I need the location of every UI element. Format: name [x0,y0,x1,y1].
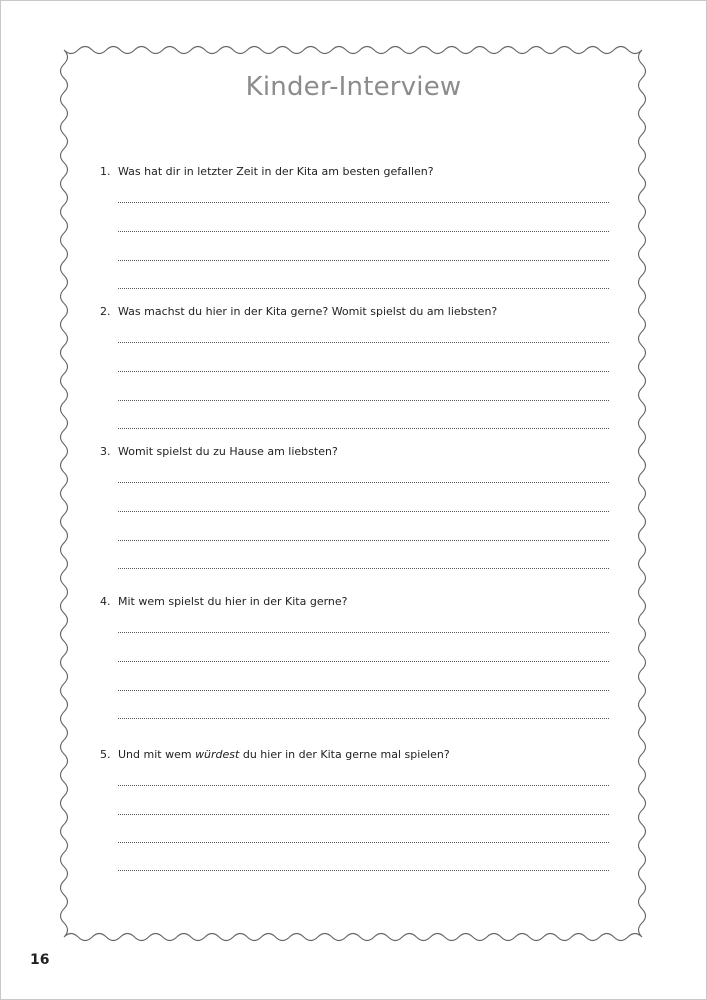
page-number: 16 [30,952,50,968]
answer-line[interactable] [118,842,609,843]
question-5 [100,748,610,764]
question-text [118,748,450,761]
answer-line[interactable] [118,202,609,203]
answer-line[interactable] [118,661,609,662]
question-text: Was machst du hier in der Kita gerne? Womit spielst du am liebsten? [118,305,498,318]
question-number: 1. [100,165,111,178]
question-2 [100,305,610,321]
answer-line[interactable] [118,785,609,786]
question-number: 3. [100,445,111,458]
answer-line[interactable] [118,288,609,289]
question-text: Womit spielst du zu Hause am liebsten? [118,445,338,458]
answer-line[interactable] [118,814,609,815]
question-text: Was hat dir in letzter Zeit in der Kita am besten gefallen? [118,165,434,178]
answer-line[interactable] [118,428,609,429]
question-text: Mit wem spielst du hier in der Kita gerne? [118,595,348,608]
question-4 [100,595,610,611]
answer-line[interactable] [118,231,609,232]
answer-line[interactable] [118,342,609,343]
question-text-emphasis: würdest [195,748,240,761]
answer-line[interactable] [118,400,609,401]
answer-line[interactable] [118,260,609,261]
answer-line[interactable] [118,632,609,633]
question-text-after: du hier in der Kita gerne mal spielen? [239,748,450,761]
question-1 [100,165,610,181]
answer-line[interactable] [118,568,609,569]
question-3 [100,445,610,461]
question-number: 2. [100,305,111,318]
answer-line[interactable] [118,540,609,541]
question-text-before: Und mit wem [118,748,196,761]
page-title: Kinder-Interview [245,72,462,102]
answer-line[interactable] [118,482,609,483]
question-number: 5. [100,748,111,761]
answer-line[interactable] [118,718,609,719]
answer-line[interactable] [118,690,609,691]
answer-line[interactable] [118,511,609,512]
answer-line[interactable] [118,371,609,372]
answer-line[interactable] [118,870,609,871]
question-number: 4. [100,595,111,608]
